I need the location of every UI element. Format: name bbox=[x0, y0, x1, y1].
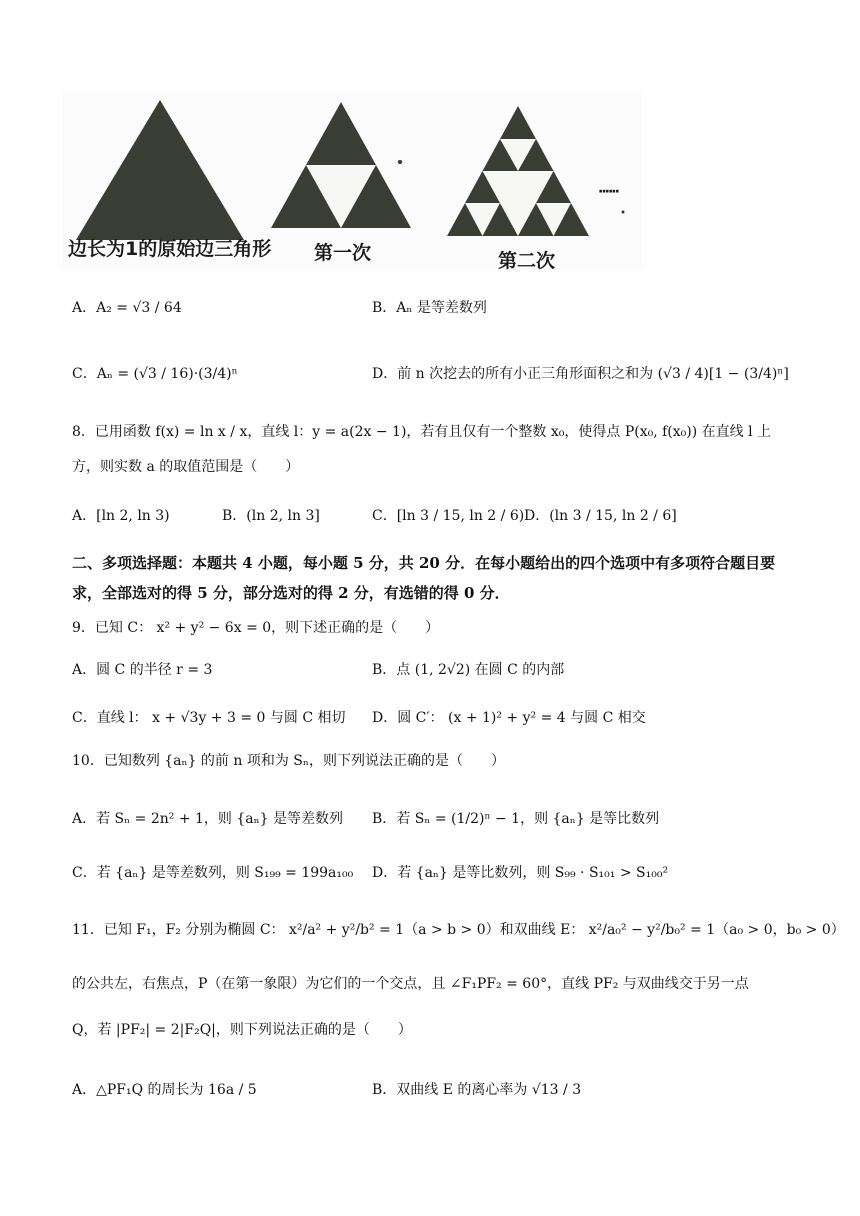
caption-second-iteration: 第二次 bbox=[498, 250, 556, 272]
second-iteration-triangle bbox=[447, 106, 589, 236]
q10-option-b: B．若 Sₙ = (1/2)ⁿ − 1，则 {aₙ} 是等比数列 bbox=[372, 811, 660, 827]
q9-option-d: D．圆 C′： (x + 1)² + y² = 4 与圆 C 相交 bbox=[372, 710, 646, 726]
section-2-heading: 二、多项选择题：本题共 4 小题，每小题 5 分，共 20 分．在每小题给出的四个选项中有多项符合题目要求，全部选对的得 5 分，部分选对的得 2 分，有选错的得 0 分． bbox=[72, 554, 776, 602]
q9-stem: 9．已知 C： x² + y² − 6x = 0，则下述正确的是（ ） bbox=[72, 620, 440, 636]
q11-option-b: B．双曲线 E 的离心率为 √13 / 3 bbox=[372, 1082, 582, 1098]
q7-option-a: A．A₂ = √3 / 64 bbox=[72, 300, 182, 316]
caption-original-triangle: 边长为1的原始边三角形 bbox=[68, 238, 272, 260]
q10-option-a: A．若 Sₙ = 2n² + 1，则 {aₙ} 是等差数列 bbox=[72, 811, 344, 827]
original-triangle bbox=[76, 100, 244, 240]
q9-option-b: B．点 (1, 2√2) 在圆 C 的内部 bbox=[372, 662, 565, 678]
q8-stem-line1: 8．已用函数 f(x) = ln x / x，直线 l：y = a(2x − 1)，若有且仅有一个整数 x₀，使得点 P(x₀, f(x₀)) 在直线 l 上 bbox=[72, 424, 772, 440]
q7-option-c: C．Aₙ = (√3 / 16)·(3/4)ⁿ bbox=[72, 366, 238, 382]
q8-option-a: A．[ln 2, ln 3) bbox=[72, 508, 170, 524]
q11-stem-line2: 的公共左，右焦点，P（在第一象限）为它们的一个交点，且 ∠F₁PF₂ = 60°，直线 PF₂ 与双曲线交于另一点 bbox=[72, 976, 749, 992]
q7-option-b: B．Aₙ 是等差数列 bbox=[372, 300, 487, 316]
q8-stem-line2: 方，则实数 a 的取值范围是（ ） bbox=[72, 459, 300, 475]
q8-option-d: D．(ln 3 / 15, ln 2 / 6] bbox=[524, 508, 677, 524]
q8-option-b: B．(ln 2, ln 3] bbox=[222, 508, 320, 524]
caption-first-iteration: 第一次 bbox=[314, 242, 372, 264]
q10-option-d: D．若 {aₙ} 是等比数列，则 S₉₉ · S₁₀₁ > S₁₀₀² bbox=[372, 865, 669, 881]
q8-option-c: C．[ln 3 / 15, ln 2 / 6) bbox=[372, 508, 525, 524]
q9-option-a: A．圆 C 的半径 r = 3 bbox=[72, 662, 213, 678]
q11-stem-line1: 11．已知 F₁，F₂ 分别为椭圆 C： x²/a² + y²/b² = 1（a > b > 0）和双曲线 E： x²/a₀² − y²/b₀² = 1（a₀ > 0，b₀ > 0） bbox=[72, 922, 845, 938]
q7-option-d: D．前 n 次挖去的所有小正三角形面积之和为 (√3 / 4)[1 − (3/4)ⁿ] bbox=[372, 366, 789, 382]
q11-option-a: A．△PF₁Q 的周长为 16a / 5 bbox=[72, 1082, 257, 1098]
continuation-dots: ······ bbox=[598, 184, 618, 200]
sierpinski-figure bbox=[62, 92, 642, 270]
q10-option-c: C．若 {aₙ} 是等差数列，则 S₁₉₉ = 199a₁₀₀ bbox=[72, 865, 354, 881]
first-iteration-triangle bbox=[271, 102, 411, 228]
q11-stem-line3: Q，若 |PF₂| = 2|F₂Q|，则下列说法正确的是（ ） bbox=[72, 1022, 412, 1038]
q10-stem: 10．已知数列 {aₙ} 的前 n 项和为 Sₙ，则下列说法正确的是（ ） bbox=[72, 753, 505, 769]
q9-option-c: C．直线 l： x + √3y + 3 = 0 与圆 C 相切 bbox=[72, 710, 346, 726]
